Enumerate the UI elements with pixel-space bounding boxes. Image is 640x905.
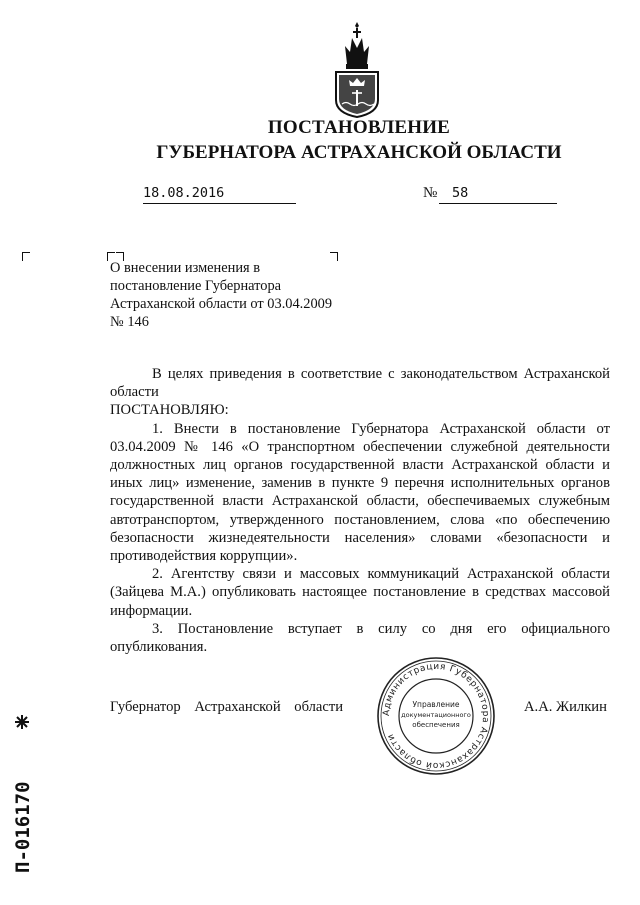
item-2-paragraph: 2. Агентству связи и массовых коммуникаций Астраханской области (Зайцева М.А.) опубликовать настоящее постановление в средствах массовой информации. xyxy=(110,566,610,619)
item-3-paragraph: 3. Постановление вступает в силу со дня его официального опубликования. xyxy=(110,620,610,656)
side-code-text: П-016170 xyxy=(12,781,34,873)
seal-inner-line-2: документационного xyxy=(401,711,471,719)
seal-inner-line-3: обеспечения xyxy=(412,721,460,729)
decree-word: ПОСТАНОВЛЯЮ: xyxy=(110,402,229,419)
document-number: 58 xyxy=(452,185,469,201)
document-body xyxy=(110,365,610,656)
number-underline xyxy=(439,203,557,204)
seal-outer-text: Администрация Губернатора Астраханской области xyxy=(381,661,491,771)
issuer-title: ГУБЕРНАТОРА АСТРАХАНСКОЙ ОБЛАСТИ xyxy=(156,142,562,163)
left-margin-corner-mark xyxy=(22,252,30,261)
number-sign: № xyxy=(423,185,438,201)
document-title: ПОСТАНОВЛЕНИЕ xyxy=(267,117,451,138)
snowflake-icon xyxy=(15,715,29,729)
preamble-paragraph: В целях приведения в соответствие с законодательством Астраханской области xyxy=(110,366,610,401)
signatory-name: А.А. Жилкин xyxy=(524,699,607,715)
coat-of-arms-emblem xyxy=(331,20,383,118)
date-underline xyxy=(143,203,296,204)
official-seal-stamp xyxy=(375,655,497,777)
seal-inner-line-1: Управление xyxy=(412,700,460,709)
document-date: 18.08.2016 xyxy=(143,185,225,201)
signatory-position: Губернатор Астраханской области xyxy=(110,699,344,715)
side-registration-code xyxy=(8,715,36,875)
document-subject: О внесении изменения в постановление Губернатора Астраханской области от 03.04.2009 № 146 xyxy=(110,260,333,330)
item-1-paragraph: 1. Внести в постановление Губернатора Астраханской области от 03.04.2009 № 146 «О транспортном обеспечении служебной деятельности должностных лиц органов государственной власти Астраханской области и иных лиц» изменение, заменив в пункте 9 перечня исполнительных органов государственной власти Астраханской области, обеспечиваемых служебным автотранспортом, утвержденного постановлением, слова «по обеспечению безопасности жизнедеятельности населения» словами «безопасности и противодействия коррупции». xyxy=(110,420,610,565)
